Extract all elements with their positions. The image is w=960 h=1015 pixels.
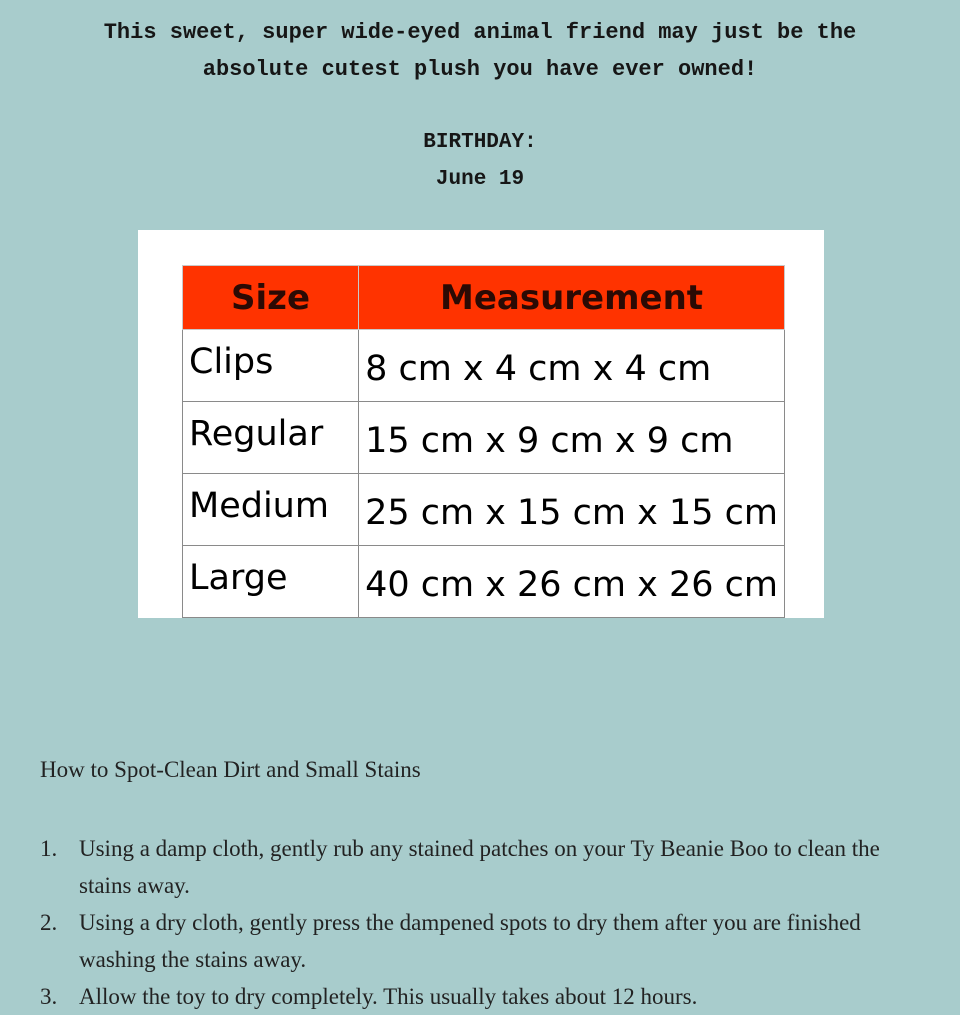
birthday-block	[0, 124, 960, 198]
measurement-cell: 25 cm x 15 cm x 15 cm	[359, 474, 785, 546]
step-number: 3.	[40, 984, 58, 1009]
size-column-header: Size	[183, 266, 359, 330]
list-item	[40, 978, 900, 1015]
intro-text	[0, 14, 960, 88]
table-row	[183, 474, 785, 546]
list-item	[40, 830, 900, 904]
step-text: Allow the toy to dry completely. This usually takes about 12 hours.	[79, 984, 698, 1009]
step-number: 2.	[40, 910, 58, 935]
size-chart-table	[182, 265, 785, 618]
intro-line-2: absolute cutest plush you have ever owned!	[202, 57, 758, 82]
birthday-date: June 19	[435, 168, 525, 191]
table-header-row	[183, 266, 785, 330]
step-text: Using a damp cloth, gently rub any stained patches on your Ty Beanie Boo to clean the stains away.	[79, 836, 880, 898]
table-row	[183, 546, 785, 618]
measurement-cell: 15 cm x 9 cm x 9 cm	[359, 402, 785, 474]
table-row	[183, 402, 785, 474]
size-chart-image	[138, 230, 824, 618]
size-cell: Clips	[183, 330, 359, 402]
list-item	[40, 904, 900, 978]
size-cell: Medium	[183, 474, 359, 546]
size-cell: Regular	[183, 402, 359, 474]
measurement-cell: 40 cm x 26 cm x 26 cm	[359, 546, 785, 618]
care-heading: How to Spot-Clean Dirt and Small Stains	[40, 757, 421, 782]
care-steps-list	[40, 830, 900, 1015]
measurement-cell: 8 cm x 4 cm x 4 cm	[359, 330, 785, 402]
table-row	[183, 330, 785, 402]
measurement-column-header: Measurement	[359, 266, 785, 330]
intro-line-1: This sweet, super wide-eyed animal friend may just be the	[103, 20, 857, 45]
step-number: 1.	[40, 836, 58, 861]
step-text: Using a dry cloth, gently press the dampened spots to dry them after you are finished washing the stains away.	[79, 910, 861, 972]
size-cell: Large	[183, 546, 359, 618]
birthday-label: BIRTHDAY:	[423, 131, 537, 154]
